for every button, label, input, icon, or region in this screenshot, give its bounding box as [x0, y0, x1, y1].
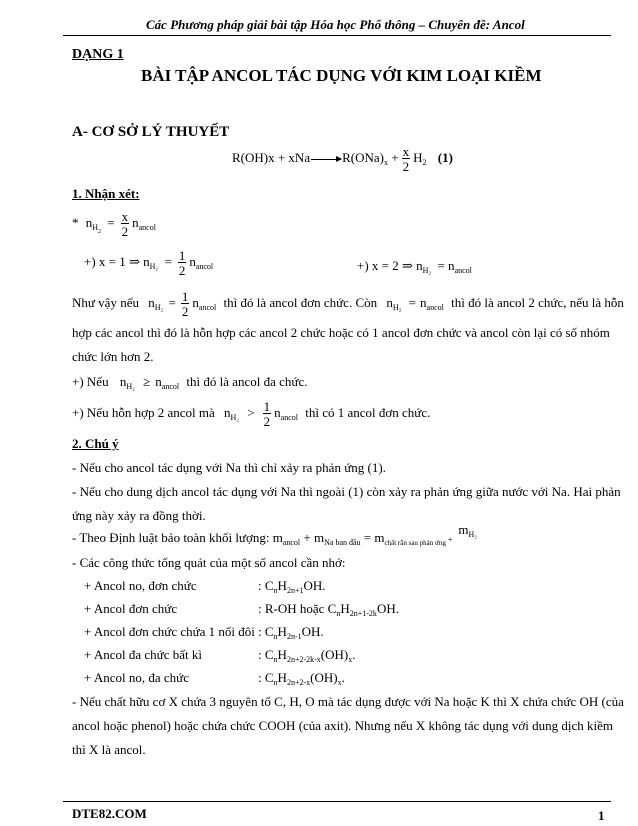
- paragraph-line: chức lớn hơn 2.: [72, 349, 154, 364]
- formula-label: + Ancol no, đơn chức: [84, 578, 197, 593]
- subheading-chu-y: 2. Chú ý: [72, 436, 119, 451]
- final-note-line: ancol hoặc phenol) hoặc chứa chức COOH (của axit). Nhưng nếu X không tác dụng với dung dịch kiềm: [72, 718, 613, 733]
- formula-label: + Ancol đa chức bất kì: [84, 647, 202, 662]
- formulas-intro: - Các công thức tổng quát của một số ancol cần nhớ:: [72, 555, 346, 570]
- footer-site: DTE82.COM: [72, 806, 147, 821]
- case-x-equals-2: +) x = 2 ⇒ $n_{H_2} = n_{ancol}$: [357, 258, 472, 275]
- condition-polyol: +) Nếu $n_{H_2} \ge n_{ancol}$ thì đó là ancol đa chức.: [72, 374, 308, 391]
- formula-value: : $C_nH_{2n+2-2k-x}(OH)_x$.: [258, 647, 356, 664]
- formula-value: : $C_nH_{2n+1}OH$.: [258, 578, 326, 595]
- conservation-law: - Theo Định luật bảo toàn khối lượng: $m_{ancol} + m_{Na ban đầu} = m_{chất rắn sau phản ứng} + m_{H_2}$: [72, 522, 478, 547]
- case-x-equals-1: +) x = 1 ⇒ $n_{H_2}$ = $\frac{1}{2}$ $n_{ancol}$: [84, 248, 214, 278]
- note-line: - Nếu cho dung dịch ancol tác dụng với Na thì ngoài (1) còn xảy ra phản ứng giữa nước với Na. Hai phản: [72, 484, 621, 499]
- reaction-label: (1): [437, 149, 453, 165]
- page-number: 1: [598, 808, 605, 823]
- page-title: BÀI TẬP ANCOL TÁC DỤNG VỚI KIM LOẠI KIỀM: [141, 66, 542, 85]
- note-line: ứng này xảy ra đồng thời.: [72, 508, 206, 523]
- reaction-equation: R(OH)x + xNa $R(ONa)_x$ + $\frac{x}{2}$ $H_2$ (1): [232, 144, 453, 174]
- formula-value: : $C_nH_{2n+2-x}(OH)_x$.: [258, 670, 345, 687]
- final-note-line: - Nếu chất hữu cơ X chứa 3 nguyên tố C, H, O mà tác dụng được với Na hoặc K thì X chứa chức OH (của: [72, 694, 624, 709]
- running-header: Các Phương pháp giải bài tập Hóa học Phổ thông – Chuyên đề: Ancol: [146, 17, 525, 32]
- formula-label: + Ancol no, đa chức: [84, 670, 189, 685]
- header-rule: [63, 35, 611, 36]
- equation-star: * $n_{H_2}$ = $\frac{x}{2}$ $n_{ancol}$: [72, 209, 156, 239]
- formula-value: : R-OH hoặc $C_nH_{2n+1-2k}OH$.: [258, 601, 399, 618]
- section-type-label: DẠNG 1: [72, 47, 124, 62]
- reaction-fraction: $\frac{x}{2}$: [402, 144, 410, 174]
- reaction-lhs: R(OH)x + xNa: [232, 149, 311, 165]
- paragraph-line: hợp các ancol thì đó là hỗn hợp các ancol 2 chức hoặc có 1 ancol đơn chức và ancol còn lại có số nhóm: [72, 325, 610, 340]
- section-heading-a: A- CƠ SỞ LÝ THUYẾT: [72, 124, 230, 140]
- reaction-rhs: R(ONa): [342, 149, 384, 165]
- formula-label: + Ancol đơn chức: [84, 601, 178, 616]
- note-line: - Nếu cho ancol tác dụng với Na thì chỉ xảy ra phản ứng (1).: [72, 460, 386, 475]
- reaction-arrow-icon: [311, 159, 341, 160]
- subheading-nhan-xet: 1. Nhận xét:: [72, 186, 140, 201]
- paragraph-nhu-vay: Như vậy nếu $n_{H_2}$ = $\frac{1}{2}$ $n_{ancol}$ thì đó là ancol đơn chức. Còn $n_{H_2} = n_{ancol}$ thì đó là ancol 2 chức, nếu là hỗn: [72, 289, 624, 319]
- condition-mixture: +) Nếu hỗn hợp 2 ancol mà $n_{H_2}$ > $\frac{1}{2}$ $n_{ancol}$ thì có 1 ancol đơn chức.: [72, 399, 431, 429]
- formula-value: : $C_nH_{2n-1}OH$.: [258, 624, 324, 641]
- final-note-line: thì X là ancol.: [72, 742, 146, 757]
- formula-label: + Ancol đơn chức chứa 1 nối đôi: [84, 624, 255, 639]
- footer-rule: [63, 801, 611, 802]
